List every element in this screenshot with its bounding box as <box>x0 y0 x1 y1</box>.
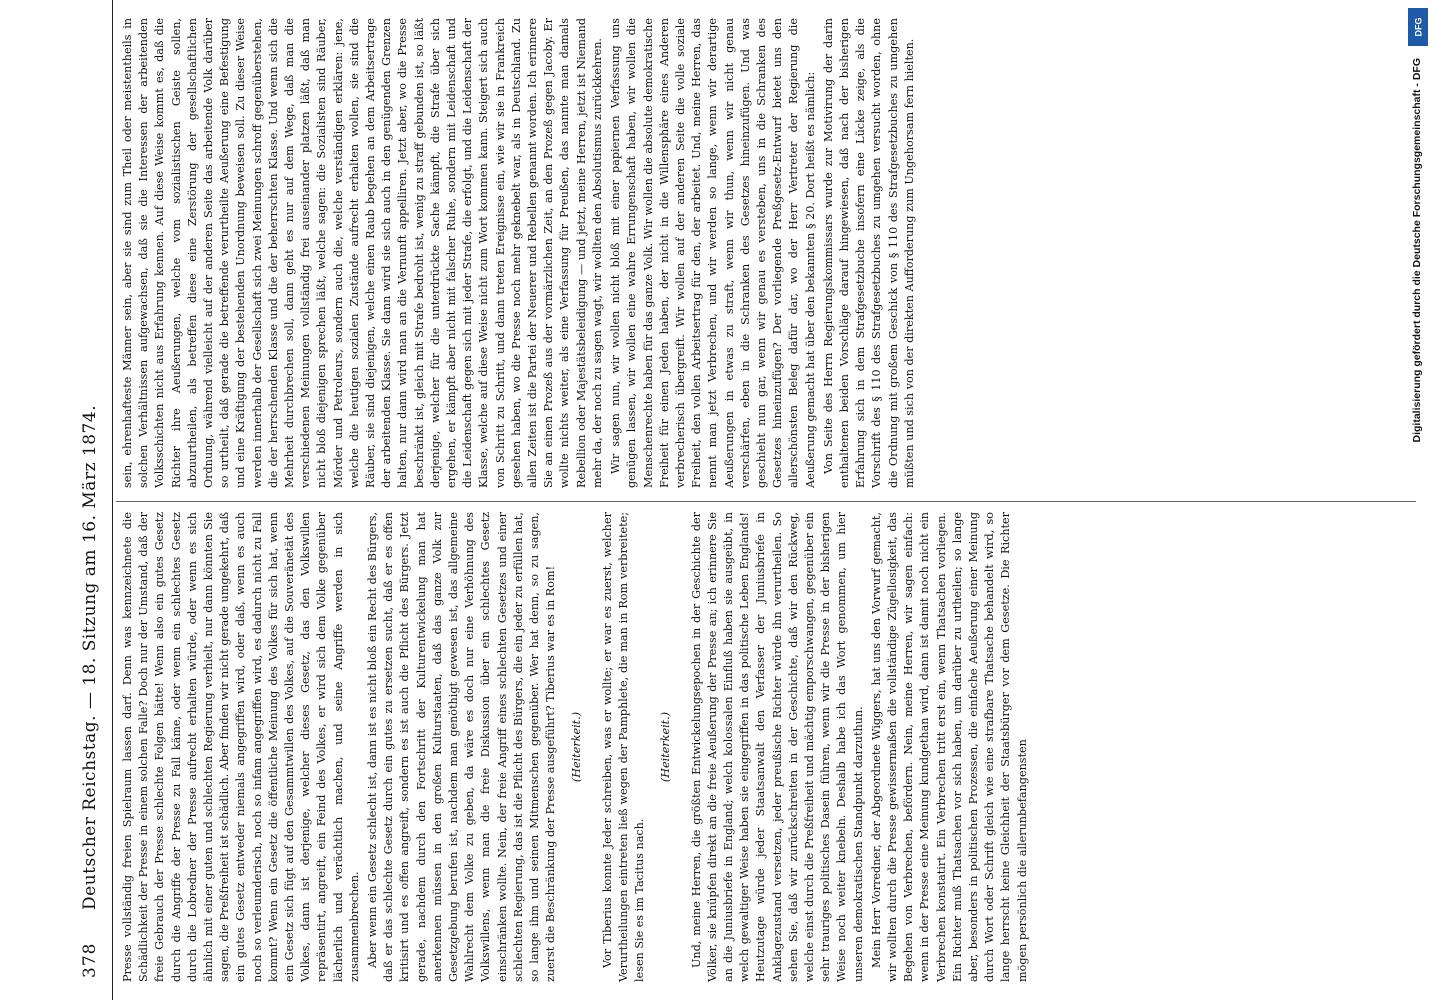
paragraph: Mein Herr Vorredner, der Abgeordnete Wiggers, hat uns den Vorwurf gemacht, wir wollten durch die Presse gewissermaßen die vollständige Zügellosigkeit, das Begehen von Verbrechen, befördern. Nein, meine Herren, wir sagen einfach: wenn in der Presse eine Meinung kundgethan wird, dann ist damit noch nicht ein Verbrechen konstatirt. Ein Verbrechen tritt erst ein, wenn Thatsachen vorliegen. Ein Richter muß Thatsachen vor sich haben, um darüber zu urtheilen; so lange aber, besonders in politischen Prozessen, die einfache Aeußerung einer Meinung durch Wort oder Schrift gleich wie eine strafbare Thatsache behandelt wird, so lange herrscht keine Gleichheit der Staatsbürger vor dem Gesetze. Die Richter mögen persönlich die allerunbefangensten <box>869 512 1029 982</box>
header-rule <box>112 0 113 1000</box>
paragraph: Aber wenn ein Gesetz schlecht ist, dann ist es nicht bloß ein Recht des Bürgers, daß er das schlechte Gesetz durch ein gutes zu ersetzen sucht, daß er es offen kritisirt und es offen angreift, sondern es ist auch die Pflicht des Bürgers. Jetzt gerade, nachdem durch den Fortschritt der Kulturentwickelung man hat anerkennen müssen in den großen Kulturstaaten, daß das ganze Volk zur Gesetzgebung berufen ist, nachdem man genöthigt gewesen ist, das allgemeine Wahlrecht dem Volke zu geben, da wäre es doch nur eine Verhöhnung des Volkswillens, wenn man die freie Diskussion über ein schlechtes Gesetz einschränken wollte. Nein, der freie Angriff eines schlechten Gesetzes und einer schlechten Regierung, das ist die Pflicht des Bürgers, die ein jeder zu erfüllen hat, so lange ihm und seinen Mitmenschen gegenüber. Wer hat denn, so zu sagen, zuerst die Beschränkung der Presse ausgeführt? Tiberius war es in Rom! <box>366 512 558 982</box>
left-column <box>120 512 1033 982</box>
page-header <box>78 0 108 1000</box>
digitization-credit <box>1402 10 1432 990</box>
right-column <box>120 18 920 488</box>
page-number: 378 <box>80 942 100 978</box>
paragraph: sein, ehrenhafteste Männer sein, aber sie sind zum Theil oder meistentheils in solchen Verhältnissen aufgewachsen, daß sie die Interessen der arbeitenden Volksschichten nicht aus Erfahrung kennen. Auf diese Weise kommt es, daß die Richter ihre Aeußerungen, welche vom sozialistischen Geiste sollen, abzuurtheilen, als betreffen diese eine Zerstörung der gesellschaftlichen Ordnung, während vielleicht auf der anderen Seite das arbeitende Volk darüber so urtheilt, daß gerade die betreffende verurtheilte Aeußerung eine Befestigung und eine Kräftigung der bestehenden Unordnung beweisen soll. Zu dieser Weise werden innerhalb der Gesellschaft sich zwei Meinungen schroff gegenüberstehen, die der herrschenden Klasse und die der beherrschten Klasse. Und wenn sich die Mehrheit durchbrechen soll, dann geht es nur auf dem Wege, daß man die verschiedenen Meinungen vollständig frei auseinander platzen läßt, daß man nicht bloß diejenigen sprechen läßt, welche sagen: die Sozialisten sind Räuber, Mörder und Petroleurs, sondern auch die, welche verständigen erklären: jene, welche die heutigen sozialen Zustände aufrecht erhalten wollen, sie sind die Räuber, sie sind diejenigen, welche einen Raub begehen an dem Arbeitsertrage der arbeitenden Klasse. Sie dann wird sie sich auch in den genügenden Grenzen halten, nur dann wird man an die Vernunft appelliren. Jetzt aber, wo die Presse beschränkt ist, gleich mit Strafe bedroht ist, wenig zu straff gebunden ist, so läßt derjenige, welcher für die unterdrückte Sache kämpft, die Strafe über sich ergehen, er kämpft aber nicht mit falscher Ruhe, sondern mit Leidenschaft und die Leidenschaft gegen sich mit jeder Strafe, die erfolgt, und die Leidenschaft der Klasse, welche auf diese Weise nicht zum Wort kommen kann. Steigert sich auch von Schritt zu Schritt, und dann treten Ereignisse ein, wie wir sie in Frankreich gesehen haben, wo die Presse noch mehr geknebelt war, als in Deutschland. Zu allen Zeiten ist die Partei der Neuerer und Rebellen genannt worden. Ich erinnere Sie an einen Prozeß aus der vormärzlichen Zeit, an den Prozeß gegen Jacoby. Er wollte nichts weiter, als eine Verfassung für Preußen, das nannte man damals Rebellion oder Majestätsbeleidigung — und jetzt, meine Herren, jetzt ist Niemand mehr da, der noch zu sagen wagt, wir wollten den Absolutismus zurückkehren. <box>121 18 604 488</box>
paragraph: Von Seite des Herrn Regierungskommissars wurde zur Motivirung der darin enthaltenen beiden Vorschläge darauf hingewiesen, daß nach der bisherigen Erfahrung sich in dem Strafgesetzbuche insofern eine Lücke zeige, als die Vorschrift des § 110 des Strafgesetzbuches zu umgehen versucht worden, ohne die Ordnung mit großem Geschick von § 110 des Strafgesetzbuches zu umgehen müßten und sich von der direkten Aufforderung zum Ungehorsam fern hielten. <box>821 18 916 488</box>
paragraph: Vor Tiberius konnte Jeder schreiben, was er wollte; er war es zuerst, welcher Verurtheilungen eintreten ließ wegen der Pamphlete, die man in Rom verbreitete; lesen Sie es im Tacitus nach. <box>600 512 647 982</box>
digitization-credit-text: Digitalisierung gefördert durch die Deutsche Forschungsgemeinschaft - DFG <box>1411 58 1423 443</box>
dfg-logo: DFG <box>1408 8 1428 46</box>
column-divider <box>116 501 1416 502</box>
paragraph: Und, meine Herren, die größten Entwickelungsepochen in der Geschichte der Völker, sie knüpfen direkt an die freie Aeußerung der Presse an; ich erinnere Sie an die Juniusbriefe in England; welch kolossalen Einfluß haben sie ausgeübt, in welch gewaltiger Weise haben sie eingegriffen in das politische Leben Englands! Heutzutage würde jeder Staatsanwalt den Verfasser der Juniusbriefe in Anklagezustand versetzen, jeder preußische Richter würde ihn verurtheilen. So sehen Sie, daß wir zurückschreiten in der Geschichte, daß wir den Rückweg, welche einst durch die Preßfreiheit und mächtig emporschwangen, gegenüber ein sehr trauriges politisches Dasein führen, wenn wir die Presse in der bisherigen Weise noch weiter knebeln. Deshalb habe ich das Wort genommen, um hier unseren demokratischen Standpunkt darzuthun. <box>689 512 865 982</box>
paragraph: Presse vollständig freien Spielraum lassen darf. Denn was kennzeichnete die Schädlichkeit der Presse in einem solchen Falle? Doch nur der Umstand, daß der freie Gebrauch der Presse schlechte Folgen hätte! Wenn also ein gutes Gesetz durch die Angriffe der Presse zu Fall käme, oder wenn ein schlechtes Gesetz durch die Lobredner der Presse aufrecht erhalten würde, oder wenn es sich ähnlich mit einer guten und schlechten Regierung verhielt, nur dann könnten Sie sagen, die Preßfreiheit ist schädlich. Aber finden wir nicht gerade umgekehrt, daß ein gutes Gesetz entweder niemals angegriffen wird, oder daß, wenn es auch noch so verleumderisch, noch so infam angegriffen wird, es dadurch nicht zu Fall kommt? Wenn ein Gesetz die öffentliche Meinung des Volkes für sich hat, wenn ein Gesetz sich fügt auf den Gesammtwillen des Volkes, auf die Souveränetät des Volkes, dann ist derjenige, welcher dieses Gesetz, das den Volkswillen repräsentirt, angreift, ein Feind des Volkes, er wird sich dem Volke gegenüber lächerlich und verächtlich machen, und seine Angriffe werden in sich zusammenbrechen. <box>121 512 361 982</box>
interjection: (Heiterkeit.) <box>659 711 673 783</box>
running-title: Deutscher Reichstag. — 18. Sitzung am 16. März 1874. <box>80 404 100 910</box>
interjection: (Heiterkeit.) <box>570 711 584 783</box>
paragraph: Wir sagen nun, wir wollen nicht bloß mit einer papiernen Verfassung uns genügen lassen, wir wollen eine wahre Errungenschaft haben, wir wollen die Menschenrechte haben für das ganze Volk. Wir wollen die absolute demokratische Freiheit für einen Jeden haben, der nicht in die Willensphäre eines Anderen verbrecherisch übergreift. Wir wollen auf der anderen Seite die volle soziale Freiheit, den vollen Arbeitsertrag für den, der arbeitet. Und, meine Herren, das nennt man jetzt Verbrechen, und wir werden so lange, wenn wir derartige Aeußerungen in etwas zu straft, wenn wir thun, wenn wir nicht genau verschärfen, eben in die Schranken des Gesetzes hineinzufügen. Und was geschieht nun gar, wenn wir genau es versteben, uns in die Schranken des Gesetzes hineinzufügen? Der vorliegende Preßgesetz-Entwurf bietet uns den allerschönsten Beleg dafür dar, wo der Herr Vertreter der Regierung die Aeußerung gemacht hat über den bekannten § 20. Dort heißt es nämlich: <box>609 18 817 488</box>
